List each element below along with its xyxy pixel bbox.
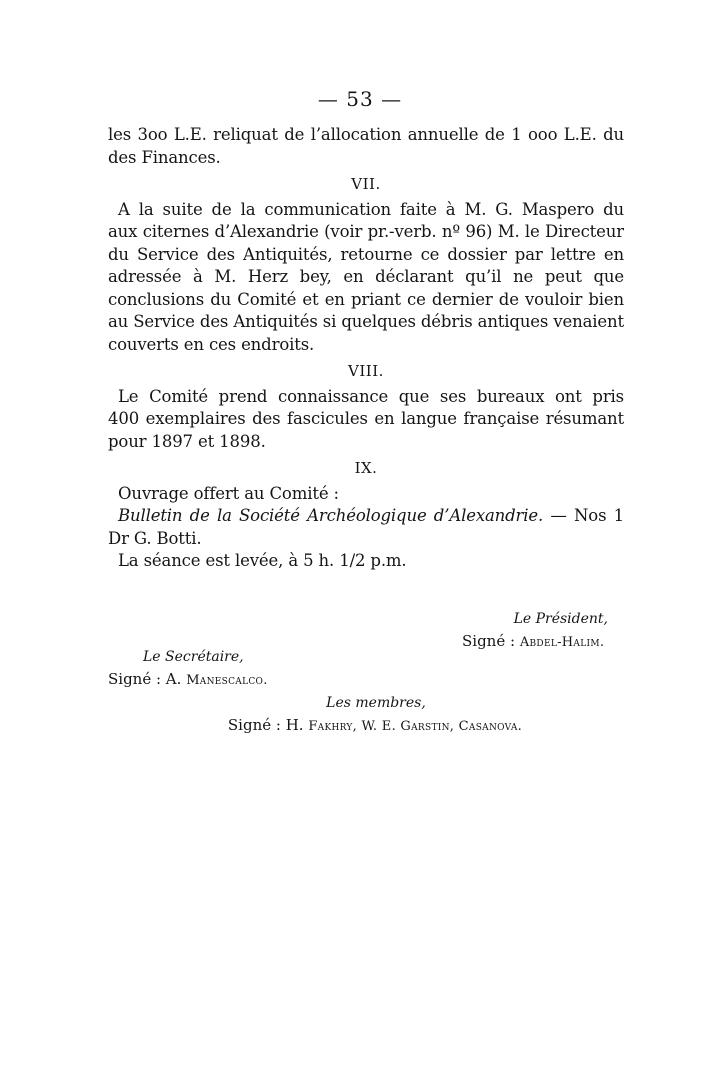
bulletin-number-text: — Nos 1 [550, 506, 624, 525]
secretary-signature [108, 646, 288, 692]
viii-line-1: Le Comité prend connaissance que ses bureaux ont pris [118, 386, 624, 406]
members-title: Les membres, [326, 695, 426, 711]
members-signature [215, 692, 535, 738]
meeting-closing-line: La séance est levée, à 5 h. 1/2 p.m. [118, 551, 407, 570]
page-number: — 53 — [317, 87, 403, 111]
intro-line-2: des Finances. [108, 147, 221, 167]
vii-line-4: adressée à M. Herz bey, en déclarant qu’il ne peut que [108, 267, 624, 286]
vii-line-7: couverts en ces endroits. [108, 334, 315, 354]
section-heading-viii: VIII. [348, 362, 384, 380]
secretary-title: Le Secrétaire, [143, 649, 244, 665]
minutes-text [108, 124, 624, 573]
section-heading-ix: IX. [354, 459, 378, 477]
secretary-name: Manescalco. [186, 673, 268, 688]
ix-bulletin-line [108, 505, 624, 528]
ix-offered-line: Ouvrage offert au Comité : [118, 483, 339, 503]
intro-line-1: les 3oo L.E. reliquat de l’allocation annuelle de 1 ooo L.E. du [108, 125, 624, 144]
vii-line-3: du Service des Antiquités, retourne ce dossier par lettre en [108, 244, 624, 264]
president-signature [462, 608, 642, 654]
vii-line-2: aux citernes d’Alexandrie (voir pr.-verb. nº 96) M. le Directeur [108, 222, 624, 241]
section-heading-vii: VII. [351, 175, 381, 193]
viii-line-2: 400 exemplaires des fascicules en langue française résumant [108, 409, 624, 428]
president-title: Le Président, [513, 611, 608, 627]
president-signed-label: Signé : [462, 632, 516, 650]
members-names: Fakhry, W. E. Garstin, Casanova. [308, 719, 523, 734]
vii-line-5: conclusions du Comité et en priant ce dernier de vouloir bien [108, 289, 624, 309]
bulletin-title: Bulletin de la Société Archéologique d’Alexandrie. [118, 506, 544, 525]
vii-line-6: au Service des Antiquités si quelques débris antiques venaient [108, 312, 624, 331]
viii-line-3: pour 1897 et 1898. [108, 431, 266, 451]
secretary-signed-label: Signé : A. [108, 670, 182, 688]
president-name: Abdel-Halim. [519, 635, 605, 650]
bulletin-author-line: Dr G. Botti. [108, 528, 202, 548]
members-signed-label: Signé : H. [227, 716, 304, 734]
vii-line-1: A la suite de la communication faite à M. G. Maspero du [118, 199, 624, 219]
